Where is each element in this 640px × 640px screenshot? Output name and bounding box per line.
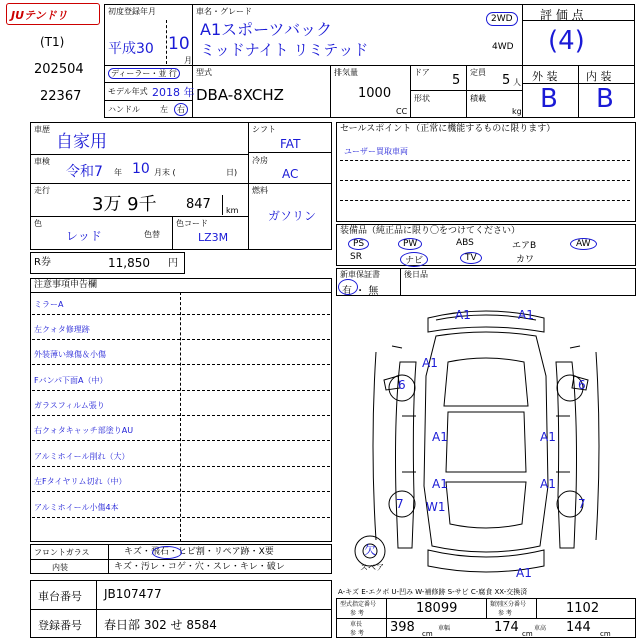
type-value: DBA-8XCHZ <box>196 86 284 104</box>
length-unit: cm <box>422 630 433 638</box>
sales-label: セールスポイント（正常に機能するものに限ります） <box>340 124 556 134</box>
lot-number: 22367 <box>40 89 82 104</box>
interior-label: 内 装 <box>586 70 612 83</box>
color-code-label: 色コード <box>176 219 208 228</box>
reg-label: 初度登録年月 <box>108 7 156 16</box>
height-unit: cm <box>600 630 611 638</box>
car-name: A1スポーツバック <box>200 20 333 39</box>
fuel-label: 燃料 <box>252 186 268 195</box>
inspect-month-unit: 月末 ( <box>154 168 176 177</box>
damage-mark-tire-rl: 7 <box>396 497 404 511</box>
model-year-label: モデル年式 <box>108 87 148 96</box>
sales-line-1: ユーザー買取車両 <box>344 147 408 156</box>
recycle-value: 11,850 <box>108 256 150 270</box>
shift-value: FAT <box>280 137 301 151</box>
car-diagram-icon <box>336 296 636 586</box>
damage-mark-roof-left: A1 <box>432 430 448 444</box>
damage-mark-front-right: A1 <box>518 308 534 322</box>
plate-value: 春日部 302 せ 8584 <box>104 618 217 632</box>
damage-mark-front-left: A1 <box>455 308 471 322</box>
damage-mark-quarter-left: A1 <box>432 477 448 491</box>
type-num-label: 型式指定番号 <box>340 601 377 608</box>
handle-left: 左 <box>160 105 168 114</box>
logo-text: JUテンドリ <box>11 9 68 22</box>
manual-label: 新車保証書 <box>340 270 380 279</box>
reg-month: 10 <box>168 34 190 54</box>
damage-mark-fender-left: A1 <box>422 356 438 370</box>
interior-grade: B <box>596 84 614 114</box>
usage-value: 自家用 <box>56 132 107 152</box>
displacement-unit: CC <box>396 107 408 116</box>
width-value: 174 <box>494 620 519 635</box>
height-value: 144 <box>566 620 591 635</box>
width-unit: cm <box>522 630 533 638</box>
class-num-value: 1102 <box>566 601 600 616</box>
reg-era: 平成30 <box>108 41 154 57</box>
capacity-value: 5 <box>502 73 511 88</box>
interior-cond-label: 内装 <box>52 563 68 572</box>
equip-leather: カワ <box>516 255 535 265</box>
auction-date: 202504 <box>34 62 84 77</box>
displacement-value: 1000 <box>358 86 392 101</box>
dealer-option: ディーラー・並 行 <box>108 68 180 79</box>
color-value: レッド <box>66 229 102 243</box>
drive-2wd: 2WD <box>486 12 518 26</box>
recycle-label: R券 <box>34 257 51 268</box>
glass-label: フロントガラス <box>34 548 90 557</box>
chassis-label: 車台番号 <box>38 590 82 603</box>
note-1: ミラーA <box>34 300 64 309</box>
color-label: 色 <box>34 219 42 228</box>
note-2: 左クォタ修理跡 <box>34 325 90 334</box>
shape-label: 形状 <box>414 94 430 103</box>
inspect-day-unit: 日) <box>226 168 238 177</box>
color-code-value: LZ3M <box>198 231 229 244</box>
equip-pw: PW <box>398 238 422 250</box>
handle-label: ハンドル <box>108 105 140 114</box>
height-label: 車高 <box>534 625 547 632</box>
load-unit: kg <box>512 107 522 116</box>
mileage-unit: km <box>226 206 239 215</box>
auction-code: (T1) <box>40 35 65 49</box>
sales-frame <box>336 122 636 222</box>
capacity-label: 定員 <box>470 68 486 77</box>
inspect-year-unit: 年 <box>114 168 122 177</box>
displacement-label: 排気量 <box>334 68 358 77</box>
equip-airbag: エアB <box>512 241 537 251</box>
damage-mark-quarter-right: A1 <box>540 477 556 491</box>
shift-label: シフト <box>252 125 276 134</box>
manual-frame <box>336 268 636 296</box>
damage-mark-rear: A1 <box>516 566 532 580</box>
stone-chip-circle <box>152 546 182 559</box>
mileage-value: 3万 9千 <box>92 194 157 215</box>
color-swap-label: 色替 <box>144 230 160 239</box>
load-label: 積載 <box>470 94 486 103</box>
type-num-value: 18099 <box>416 601 458 616</box>
length-value: 398 <box>390 620 415 635</box>
equip-sr: SR <box>350 252 362 262</box>
damage-mark-tire-fl: 6 <box>398 378 406 392</box>
damage-mark-tire-fr: 6 <box>578 378 586 392</box>
spare-label: スペア <box>360 563 384 572</box>
ac-label: 冷房 <box>252 156 268 165</box>
type-num-ref: 参 考 <box>350 610 364 617</box>
dims-ref: 参 考 <box>350 630 364 637</box>
damage-mark-tire-rr: 7 <box>578 497 586 511</box>
exterior-label: 外 装 <box>532 70 558 83</box>
auction-logo <box>6 3 100 25</box>
note-6: 右クォタキャッチ部塗りAU <box>34 426 134 435</box>
plate-label: 登録番号 <box>38 619 82 632</box>
note-7: アルミホイール削れ（大） <box>34 452 130 461</box>
ac-value: AC <box>282 167 299 181</box>
drive-4wd: 4WD <box>492 42 514 52</box>
manual-value: 有 ・ 無 <box>342 286 379 297</box>
note-3: 外装薄い線傷＆小傷 <box>34 350 106 359</box>
glass-value: キズ・飛石・ヒビ割・リペア跡・X要 <box>124 547 274 557</box>
length-label: 車長 <box>350 621 363 628</box>
after-label: 後日品 <box>404 270 428 279</box>
reg-month-unit: 月 <box>184 56 192 65</box>
capacity-unit: 人 <box>513 78 521 87</box>
class-num-ref: 参 考 <box>498 610 512 617</box>
inspect-label: 車検 <box>34 157 50 166</box>
name-label: 車名・グレード <box>196 7 252 16</box>
damage-mark-wheel-rl: W1 <box>426 500 446 514</box>
car-grade: ミッドナイト リミテッド <box>200 41 369 59</box>
recycle-unit: 円 <box>168 258 178 269</box>
note-4: Fバンパ下面A（中） <box>34 376 108 385</box>
door-label: ドア <box>414 68 430 77</box>
inspect-month: 10 <box>132 161 150 177</box>
door-value: 5 <box>452 73 461 88</box>
equip-navi: ナビ <box>400 252 428 267</box>
manual-yes-circle <box>338 279 358 295</box>
import-label <box>108 69 180 78</box>
handle-right: 右 <box>174 103 188 116</box>
inspect-era: 令和7 <box>66 164 103 180</box>
note-5: ガラスフィルム張り <box>34 401 105 410</box>
type-label: 型式 <box>196 68 212 77</box>
grade-score: (4) <box>548 26 585 56</box>
usage-label: 車歴 <box>34 125 50 134</box>
class-num-label: 類別区分番号 <box>490 601 527 608</box>
chassis-value: JB107477 <box>104 587 162 601</box>
mileage-sub: 847 <box>186 197 211 212</box>
equip-tv: TV <box>460 252 482 264</box>
equip-abs: ABS <box>456 238 474 248</box>
notes-label: 注意事項申告欄 <box>34 280 98 290</box>
equip-ps: PS <box>348 238 369 250</box>
grade-label: 評 価 点 <box>540 8 584 22</box>
fuel-value: ガソリン <box>268 209 317 223</box>
equipment-label: 装備品（純正品に限り〇をつけてください） <box>340 226 521 236</box>
equip-aw: AW <box>570 238 597 250</box>
model-year-value: 2018 年 <box>152 86 195 99</box>
width-label: 車幅 <box>438 625 451 632</box>
interior-cond-value: キズ・汚レ・コゲ・穴・スレ・キレ・破レ <box>114 562 285 572</box>
note-8: 左Fタイヤリム切れ（中） <box>34 477 127 486</box>
note-9: アルミホイール小傷4本 <box>34 503 119 512</box>
exterior-grade: B <box>540 84 558 114</box>
mileage-label: 走行 <box>34 186 50 195</box>
damage-mark-roof-right: A1 <box>540 430 556 444</box>
damage-legend: A-キズ E-エクボ U-凹み W-補修跡 S-サビ C-腐食 XX-交換済 <box>338 588 528 596</box>
spare-mark: 欠 <box>364 543 377 557</box>
